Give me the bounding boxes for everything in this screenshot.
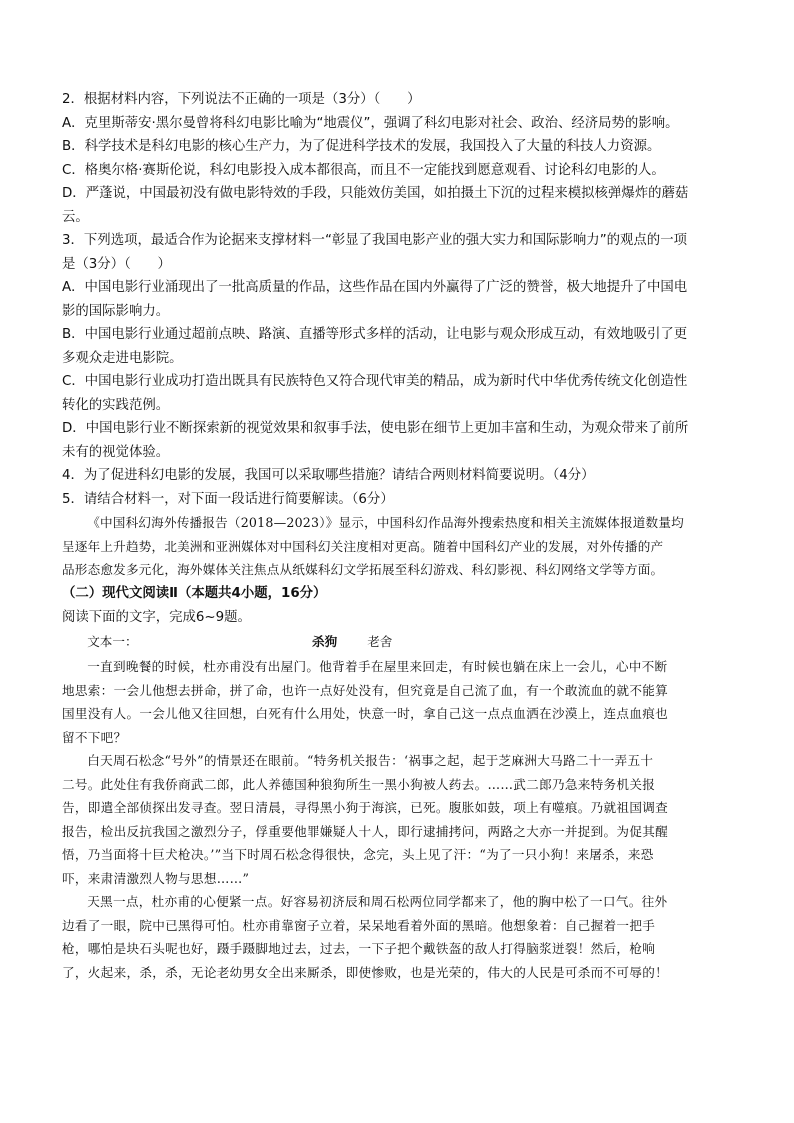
story-line: 枪，哪怕是块石头呢也好，蹑手蹑脚地过去，过去，一下子把个戴铁盔的敌人打得脑浆迸裂！然后，枪响 — [62, 941, 656, 956]
story-author: 老舍 — [367, 634, 393, 649]
question-2 — [62, 88, 734, 229]
story-title: 杀狗 — [312, 634, 338, 649]
question-3-option-b-line2: 多观众走进电影院。 — [62, 350, 183, 366]
reading-instruction: 阅读下面的文字，完成6~9题。 — [62, 609, 251, 625]
story-line: 了，火起来，杀，杀，无论老幼男女全出来厮杀，即使惨败，也是光荣的，伟大的人民是可杀而不可辱的！ — [62, 964, 669, 980]
text-label: 文本一： — [87, 634, 138, 649]
question-2-option-d-line2: 云。 — [62, 209, 89, 225]
story-paragraph-2 — [62, 749, 734, 890]
story-paragraph-3 — [62, 890, 734, 984]
question-2-stem: 2．根据材料内容，下列说法不正确的一项是（3分）（ ） — [62, 92, 421, 107]
story-line: 地思索：一会儿他想去拼命，拼了命，也许一点好处没有，但究竟是自己流了血，有一个敢流血的就不能算 — [62, 682, 669, 698]
question-3-option-c-line1: C．中国电影行业成功打造出既具有民族特色又符合现代审美的精品，成为新时代中华优秀传统文化创造性 — [62, 374, 688, 389]
question-3-option-a-line1: A．中国电影行业涌现出了一批高质量的作品，这些作品在国内外赢得了广泛的赞誉，极大地提升了中国电 — [62, 280, 688, 295]
question-2-option-b: B．科学技术是科幻电影的核心生产力，为了促进科学技术的发展，我国投入了大量的科技人力资源。 — [62, 139, 661, 154]
question-3-option-b-line1: B．中国电影行业通过超前点映、路演、直播等形式多样的活动，让电影与观众形成互动，有效地吸引了更 — [62, 327, 688, 342]
quote-line: 品形态愈发多元化，海外媒体关注焦点从纸媒科幻文学拓展至科幻游戏、科幻影视、科幻网络文学等方面。 — [62, 562, 664, 577]
story-line: 国里没有人。一会儿他又往回想，白死有什么用处，快意一时，拿自己这一点点血洒在沙漠上，连点血痕也 — [62, 706, 669, 721]
story-title-row — [62, 629, 734, 655]
quoted-passage — [62, 511, 734, 582]
story-paragraph-1 — [62, 655, 734, 749]
question-3-stem-line2: 是（3分）（ ） — [62, 256, 171, 272]
story-line: 一直到晚餐的时候，杜亦甫没有出屋门。他背着手在屋里来回走，有时候也躺在床上一会儿，心中不断 — [87, 659, 668, 674]
story-line: 二号。此处住有我侨商武二郎，此人养德国种狼狗所生一黑小狗被人药去。……武二郎乃急来特务机关报 — [62, 776, 656, 792]
question-2-option-d-line1: D．严蓬说，中国最初没有做电影特效的手段，只能效仿美国，如拍摄土下沉的过程来模拟核弹爆炸的蘑菇 — [62, 186, 689, 201]
question-2-option-a: A．克里斯蒂安·黑尔曼曾将科幻电影比喻为“地震仪”，强调了科幻电影对社会、政治、经济局势的影响。 — [62, 115, 679, 131]
question-4: 4．为了促进科幻电影的发展，我国可以采取哪些措施？请结合两则材料简要说明。（4分） — [62, 468, 595, 483]
quote-line: 呈逐年上升趋势，北美洲和亚洲媒体对中国科幻关注度相对更高。随着中国科幻产业的发展，对外传播的产 — [62, 538, 664, 554]
question-3 — [62, 229, 734, 464]
story-line: 留不下吧？ — [62, 729, 127, 745]
question-3-option-c-line2: 转化的实践范例。 — [62, 397, 170, 413]
question-3-option-a-line2: 影的国际影响力。 — [62, 303, 170, 319]
story-line: 吓，来肃清激烈人物与思想……” — [62, 870, 250, 886]
section-heading: （二）现代文阅读Ⅱ（本题共4小题，16分） — [62, 585, 327, 601]
story-line: 天黑一点，杜亦甫的心便紧一点。好容易初济辰和周石松两位同学都来了，他的胸中松了一口气。往外 — [87, 894, 668, 909]
story-line: 报告，检出反抗我国之激烈分子，俘重要他罪嫌疑人十人，即行逮捕拷问，两路之大亦一并捉到。为促其醒 — [62, 823, 669, 839]
story-body — [62, 655, 734, 984]
question-3-option-d-line1: D．中国电影行业不断探索新的视觉效果和叙事手法，使电影在细节上更加丰富和生动，为观众带来了前所 — [62, 421, 689, 436]
question-3-option-d-line2: 未有的视觉体验。 — [62, 444, 170, 460]
quote-line: 《中国科幻海外传播报告（2018—2023）》显示，中国科幻作品海外搜索热度和相关主流媒体报道数量均 — [87, 515, 684, 530]
question-5: 5．请结合材料一，对下面一段话进行简要解读。（6分） — [62, 491, 394, 507]
story-line: 告，即遣全部侦探出发寻查。翌日清晨，寻得黑小狗于海滨，已死。腹胀如鼓，项上有噬痕。乃就祖国调查 — [62, 800, 669, 815]
story-line: 悟，乃当面将十巨犬枪决。’”当下时周石松念得很快，念完，头上见了汗：“为了一只小狗！来屠杀，来恐 — [62, 847, 654, 862]
story-line: 边看了一眼，院中已黑得可怕。杜亦甫靠窗子立着，呆呆地看着外面的黑暗。他想象着：自己握着一把手 — [62, 917, 656, 933]
story-line: 白天周石松念“号外”的情景还在眼前。“特务机关报告：‘祸事之起，起于芝麻洲大马路二十一弄五十 — [87, 753, 654, 768]
question-2-option-c: C．格奥尔格·赛斯伦说，科幻电影投入成本都很高，而且不一定能找到愿意观看、讨论科幻电影的人。 — [62, 162, 665, 178]
question-3-stem-line1: 3．下列选项，最适合作为论据来支撑材料一“彰显了我国电影产业的强大实力和国际影响力”的观点的一项 — [62, 233, 687, 248]
